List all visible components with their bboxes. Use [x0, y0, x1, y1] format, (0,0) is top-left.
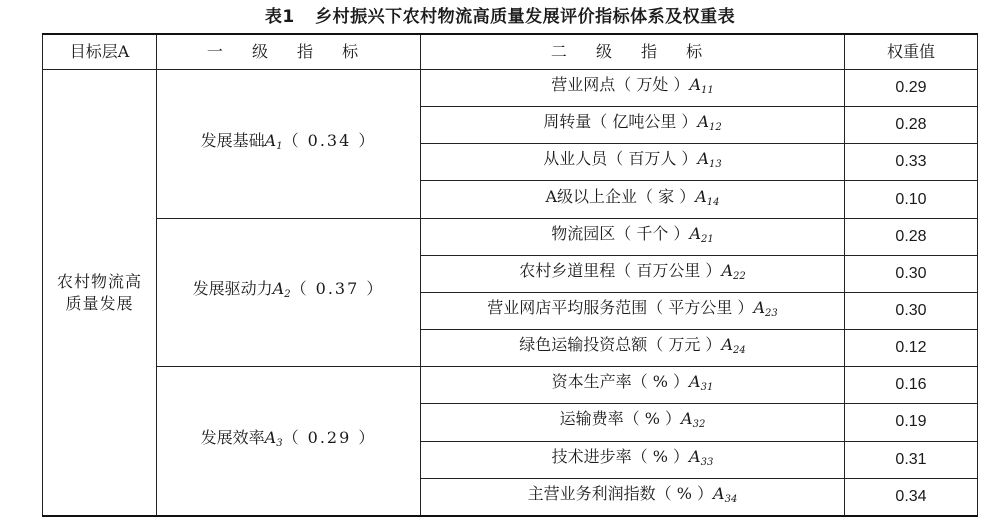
level2-cell — [421, 70, 845, 107]
weight-cell: 0.29 — [845, 70, 978, 107]
level2-code-sub: 32 — [692, 419, 706, 431]
level2-name: A级以上企业（ 家 ） — [545, 186, 696, 206]
header-weight: 权重值 — [845, 34, 978, 70]
header-level1: 一 级 指 标 — [157, 34, 421, 70]
level1-code-sub: 3 — [276, 438, 283, 450]
level2-cell — [421, 404, 845, 441]
indicator-weight-table — [42, 33, 978, 517]
level2-name: 绿色运输投资总额（ 万元 ） — [519, 335, 722, 355]
level2-name: 营业网点（ 万处 ） — [551, 75, 690, 95]
table-title: 乡村振兴下农村物流高质量发展评价指标体系及权重表 — [315, 7, 736, 27]
level2-code-sub: 24 — [733, 345, 746, 357]
level2-name: 运输费率（ % ） — [559, 409, 682, 429]
level2-code-sub: 34 — [724, 493, 738, 505]
level2-code: A — [689, 223, 701, 243]
weight-cell: 0.30 — [845, 292, 978, 329]
level2-code: A — [697, 112, 709, 132]
level2-name: 资本生产率（ % ） — [551, 372, 690, 392]
level2-code-sub: 21 — [701, 233, 714, 245]
level2-code-sub: 22 — [733, 270, 746, 282]
table-row — [43, 218, 978, 255]
level2-cell — [421, 255, 845, 292]
level2-cell — [421, 330, 845, 367]
level2-code-sub: 14 — [706, 196, 720, 208]
level2-code: A — [681, 409, 693, 429]
level2-code: A — [713, 483, 725, 503]
level2-code-sub: 12 — [709, 122, 722, 134]
level1-weight: （ 0.34 ） — [282, 130, 377, 150]
level1-code: A — [264, 130, 277, 150]
level1-name: 发展驱动力 — [192, 279, 273, 299]
header-level2: 二 级 指 标 — [421, 34, 845, 70]
level2-name: 物流园区（ 千个 ） — [551, 223, 690, 243]
level2-code: A — [689, 372, 701, 392]
level2-cell — [421, 367, 845, 404]
header-goal: 目标层A — [43, 34, 157, 70]
weight-cell: 0.10 — [845, 181, 978, 218]
weight-cell: 0.12 — [845, 330, 978, 367]
table-row — [43, 70, 978, 107]
level1-name: 发展效率 — [200, 428, 265, 448]
level2-name: 主营业务利润指数（ % ） — [527, 483, 714, 503]
level2-code-sub: 23 — [765, 308, 778, 320]
level2-cell — [421, 218, 845, 255]
level2-name: 技术进步率（ % ） — [551, 446, 690, 466]
level1-weight: （ 0.29 ） — [282, 428, 377, 448]
weight-cell: 0.19 — [845, 404, 978, 441]
level1-cell — [157, 70, 421, 219]
level1-weight: （ 0.37 ） — [290, 279, 385, 299]
level2-code-sub: 33 — [700, 456, 714, 468]
level1-name: 发展基础 — [200, 130, 265, 150]
level2-code: A — [721, 335, 733, 355]
weight-cell: 0.28 — [845, 107, 978, 144]
weight-cell: 0.16 — [845, 367, 978, 404]
table-row — [43, 367, 978, 404]
level2-cell — [421, 441, 845, 478]
goal-cell — [43, 70, 157, 517]
level2-code-sub: 13 — [709, 159, 722, 171]
level1-code-sub: 1 — [276, 140, 283, 152]
goal-line-1: 农村物流高 — [56, 271, 142, 291]
level2-cell — [421, 292, 845, 329]
weight-cell: 0.30 — [845, 255, 978, 292]
level1-cell — [157, 367, 421, 516]
weight-cell: 0.33 — [845, 144, 978, 181]
goal-line-2: 质量发展 — [65, 293, 134, 313]
weight-cell: 0.34 — [845, 478, 978, 516]
level1-cell — [157, 218, 421, 367]
level2-cell — [421, 107, 845, 144]
level2-code: A — [753, 298, 765, 318]
level2-name: 从业人员（ 百万人 ） — [543, 149, 698, 169]
level2-name: 周转量（ 亿吨公里 ） — [543, 112, 698, 132]
level2-code: A — [721, 260, 733, 280]
level2-cell — [421, 478, 845, 516]
table-number: 表1 — [264, 7, 295, 27]
level2-code: A — [689, 75, 701, 95]
level1-code: A — [264, 428, 277, 448]
weight-cell: 0.28 — [845, 218, 978, 255]
level1-code-sub: 2 — [284, 289, 291, 301]
level2-cell — [421, 181, 845, 218]
level2-name: 营业网店平均服务范围（ 平方公里 ） — [487, 298, 754, 318]
table-caption — [0, 2, 1000, 32]
level2-code-sub: 31 — [700, 382, 714, 394]
level1-code: A — [272, 279, 285, 299]
level2-name: 农村乡道里程（ 百万公里 ） — [519, 260, 722, 280]
level2-cell — [421, 144, 845, 181]
level2-code-sub: 11 — [701, 85, 714, 97]
level2-code: A — [689, 446, 701, 466]
level2-code: A — [697, 149, 709, 169]
weight-cell: 0.31 — [845, 441, 978, 478]
header-row — [43, 34, 978, 70]
level2-code: A — [695, 186, 707, 206]
